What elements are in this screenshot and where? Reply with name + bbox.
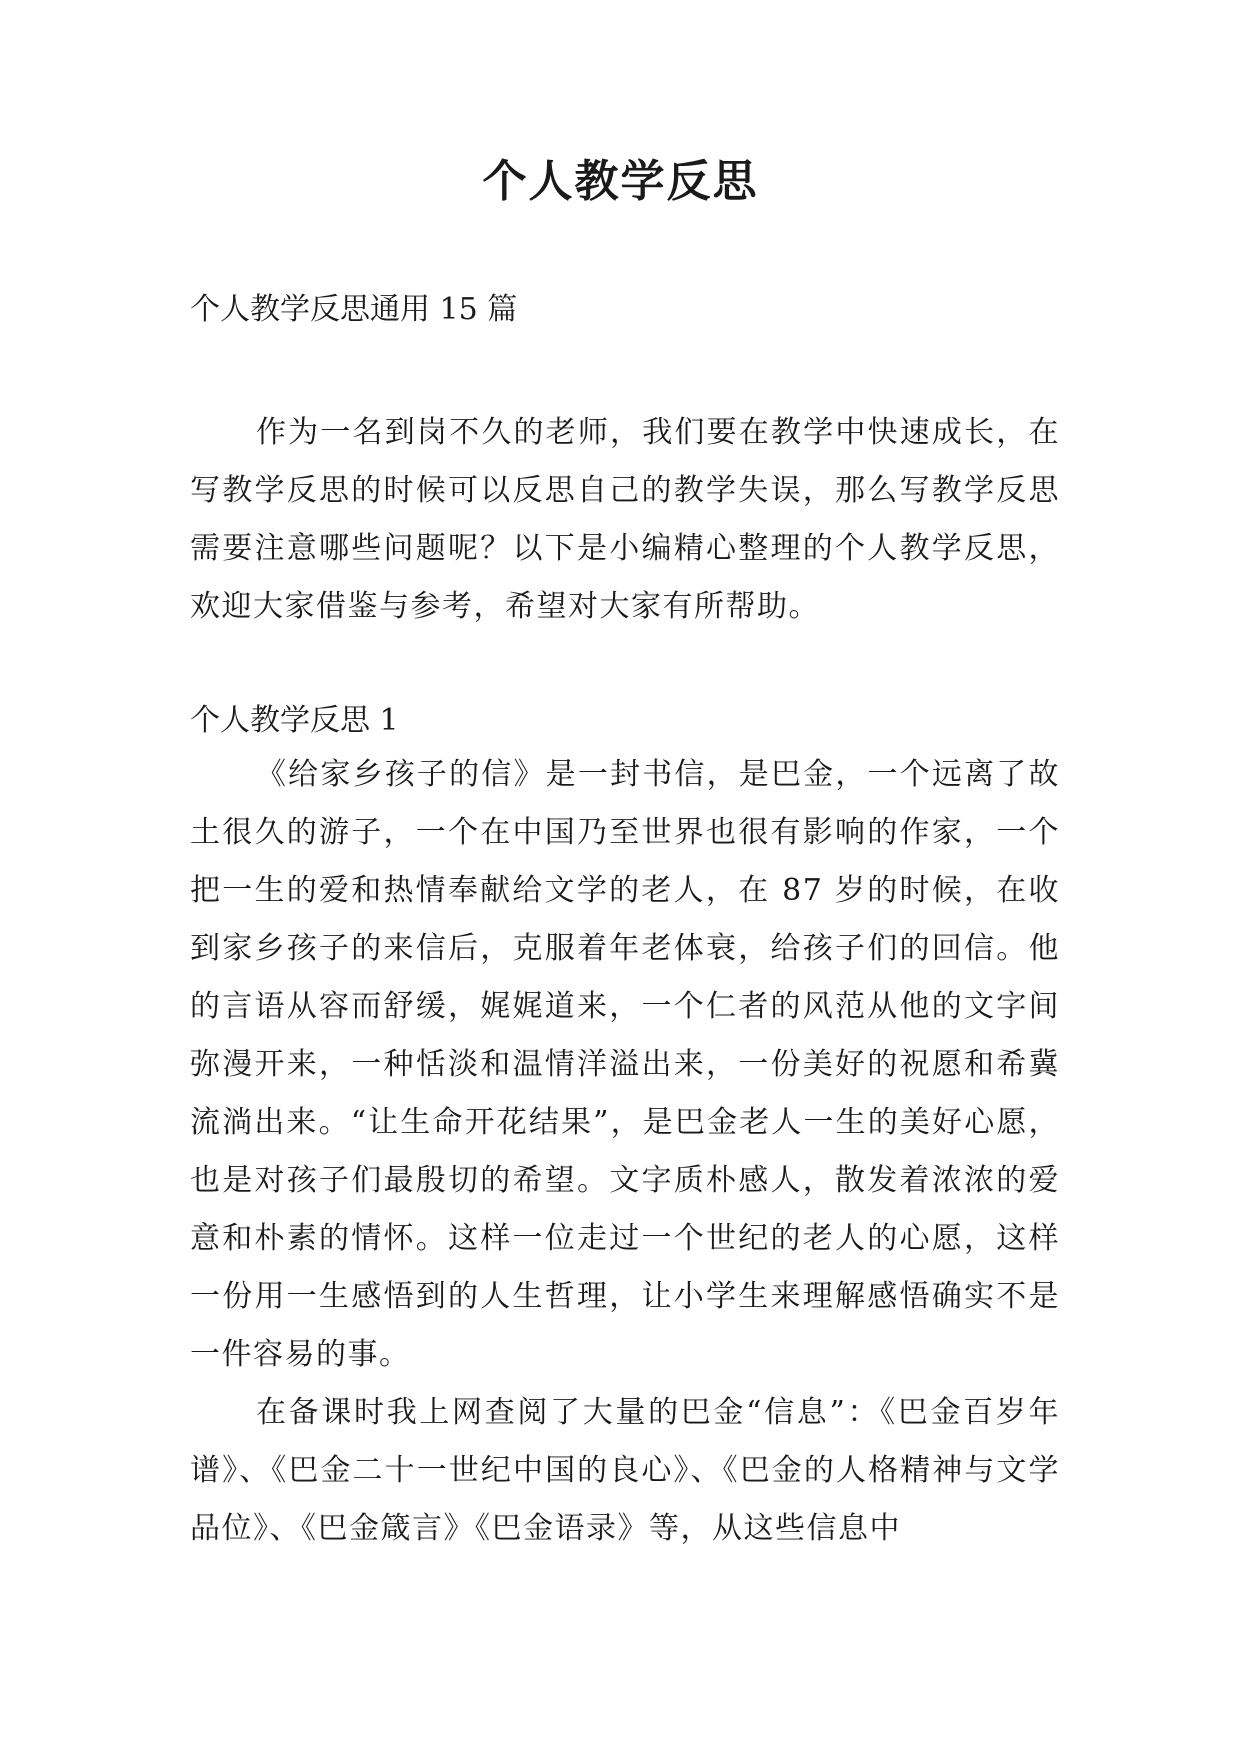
section-1-paragraph-1: 《给家乡孩子的信》是一封书信，是巴金，一个远离了故土很久的游子，一个在中国乃至世界也很有影响的作家，一个把一生的爱和热情奉献给文学的老人，在 87 岁的时候，在收到家乡孩子的来信后，克服着年老体衰，给孩子们的回信。他的言语从容而舒缓，娓娓道来，一个仁者的风范从他的文字间弥漫开来，一种恬淡和温情洋溢出来，一份美好的祝愿和希冀流淌出来。“让生命开花结果”，是巴金老人一生的美好心愿，也是对孩子们最殷切的希望。文字质朴感人，散发着浓浓的爱意和朴素的情怀。这样一位走过一个世纪的老人的心愿，这样一份用一生感悟到的人生哲理，让小学生来理解感悟确实不是一件容易的事。 [190, 757, 1060, 1372]
intro-paragraph: 作为一名到岗不久的老师，我们要在教学中快速成长，在写教学反思的时候可以反思自己的教学失误，那么写教学反思需要注意哪些问题呢？以下是小编精心整理的个人教学反思，欢迎大家借鉴与参考，希望对大家有所帮助。 [190, 415, 1060, 624]
document-subtitle: 个人教学反思通用 15 篇 [190, 292, 518, 327]
document-title: 个人教学反思 [482, 156, 759, 207]
section-1-paragraph-2: 在备课时我上网查阅了大量的巴金“信息”：《巴金百岁年谱》、《巴金二十一世纪中国的良心》、《巴金的人格精神与文学品位》、《巴金箴言》《巴金语录》等，从这些信息中 [190, 1395, 1060, 1546]
section-heading-1: 个人教学反思 1 [190, 703, 399, 738]
